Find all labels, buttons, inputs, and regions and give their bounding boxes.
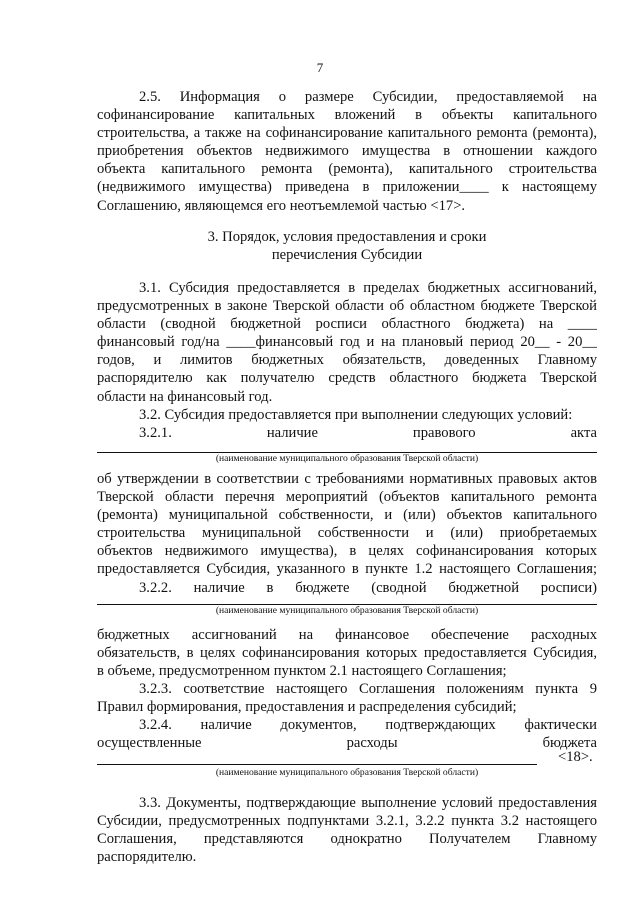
paragraph-3-2-3 bbox=[97, 680, 597, 716]
page-number: 7 bbox=[316, 60, 324, 75]
paragraph-3-2-1-cont bbox=[97, 470, 597, 597]
text-line: области (сводной бюджетной росписи областного бюджета) на ____ bbox=[97, 316, 597, 333]
heading-line: 3. Порядок, условия предоставления и сроки bbox=[207, 229, 487, 245]
text-line: Соглашению, являющемся его неотъемлемой частью <17>. bbox=[97, 197, 466, 214]
text-line: объектов недвижимого имущества), в целях софинансирования которых bbox=[97, 543, 597, 560]
line-caption: (наименование муниципального образования Тверской области) bbox=[215, 605, 479, 616]
paragraph-3-2-4 bbox=[97, 716, 597, 752]
paragraph-3-2-2: 3.2.2. наличие в бюджете (сводной бюджетной росписи) bbox=[139, 579, 597, 596]
text-line: софинансирование капитальных вложений в объекты капитального bbox=[97, 107, 597, 124]
paragraph-3-3 bbox=[97, 794, 597, 866]
text-line: обязательств, в целях софинансирования которых предоставляется Субсидия, bbox=[97, 645, 597, 662]
text-line: (недвижимого имущества) приведена в приложении____ к настоящему bbox=[97, 179, 597, 196]
text-line: в объеме, предусмотренном пунктом 2.1 настоящего Соглашения; bbox=[97, 663, 507, 680]
text-line: 2.5. Информация о размере Субсидии, предоставляемой на bbox=[139, 89, 597, 105]
paragraph-3-2-1: 3.2.1. наличие правового акта bbox=[139, 424, 597, 441]
footnote-marker: <18>. bbox=[558, 749, 593, 765]
text-line: об утверждении в соответствии с требованиями нормативных правовых актов bbox=[97, 471, 597, 487]
text-line: распорядителю как получателю средств областного бюджета Тверской bbox=[97, 370, 597, 387]
text-line: Тверской области перечня мероприятий (объектов капитального ремонта bbox=[97, 489, 597, 506]
text-line: (ремонта) муниципальной собственности, и (или) объектов капитального bbox=[97, 507, 597, 524]
text-line: объекта капитального ремонта (ремонта), капитального строительства bbox=[97, 161, 597, 178]
text-line: предусмотренных в законе Тверской области об областном бюджете Тверской bbox=[97, 298, 597, 315]
text-line: годов, и лимитов бюджетных обязательств, доведенных Главному bbox=[97, 352, 597, 369]
paragraph-3-1 bbox=[97, 279, 597, 442]
text-line: предоставляется Субсидия, указанного в пункте 1.2 настоящего Соглашения; bbox=[97, 561, 597, 578]
paragraph-3-2: 3.2. Субсидия предоставляется при выполнении следующих условий: bbox=[139, 406, 573, 423]
text-line: осуществленные расходы бюджета bbox=[97, 735, 597, 752]
fill-in-line bbox=[97, 764, 537, 765]
text-line: строительства, а также на софинансирование капитального ремонта (ремонта), bbox=[97, 125, 597, 142]
line-caption: (наименование муниципального образования Тверской области) bbox=[215, 453, 479, 464]
heading-line: перечисления Субсидии bbox=[271, 247, 423, 264]
text-line: 3.3. Документы, подтверждающие выполнение условий предоставления bbox=[139, 795, 597, 811]
text-line: Соглашения, представляются однократно Получателем Главному bbox=[97, 831, 597, 848]
text-line: распорядителю. bbox=[97, 849, 197, 866]
section-heading bbox=[97, 228, 597, 264]
text-line: строительства муниципальной собственности и (или) приобретаемых bbox=[97, 525, 597, 542]
text-line: 3.2.3. соответствие настоящего Соглашения положениям пункта 9 bbox=[139, 681, 597, 697]
paragraph-3-2-2-cont bbox=[97, 626, 597, 680]
text-line: области на финансовый год. bbox=[97, 388, 273, 405]
text-line: Правил формирования, предоставления и распределения субсидий; bbox=[97, 699, 517, 716]
text-line: бюджетных ассигнований на финансовое обеспечение расходных bbox=[97, 627, 597, 643]
text-line: 3.1. Субсидия предоставляется в пределах бюджетных ассигнований, bbox=[139, 280, 597, 296]
text-line: 3.2.4. наличие документов, подтверждающих фактически bbox=[139, 717, 597, 733]
text-line: Субсидии, предусмотренных подпунктами 3.2.1, 3.2.2 пункта 3.2 настоящего bbox=[97, 813, 597, 830]
line-caption: (наименование муниципального образования Тверской области) bbox=[215, 767, 479, 778]
paragraph-2-5 bbox=[97, 88, 597, 215]
text-line: приобретения объектов недвижимого имущества в отношении каждого bbox=[97, 143, 597, 160]
text-line: финансовый год/на ____финансовый год и на плановый период 20__ - 20__ bbox=[97, 334, 597, 351]
